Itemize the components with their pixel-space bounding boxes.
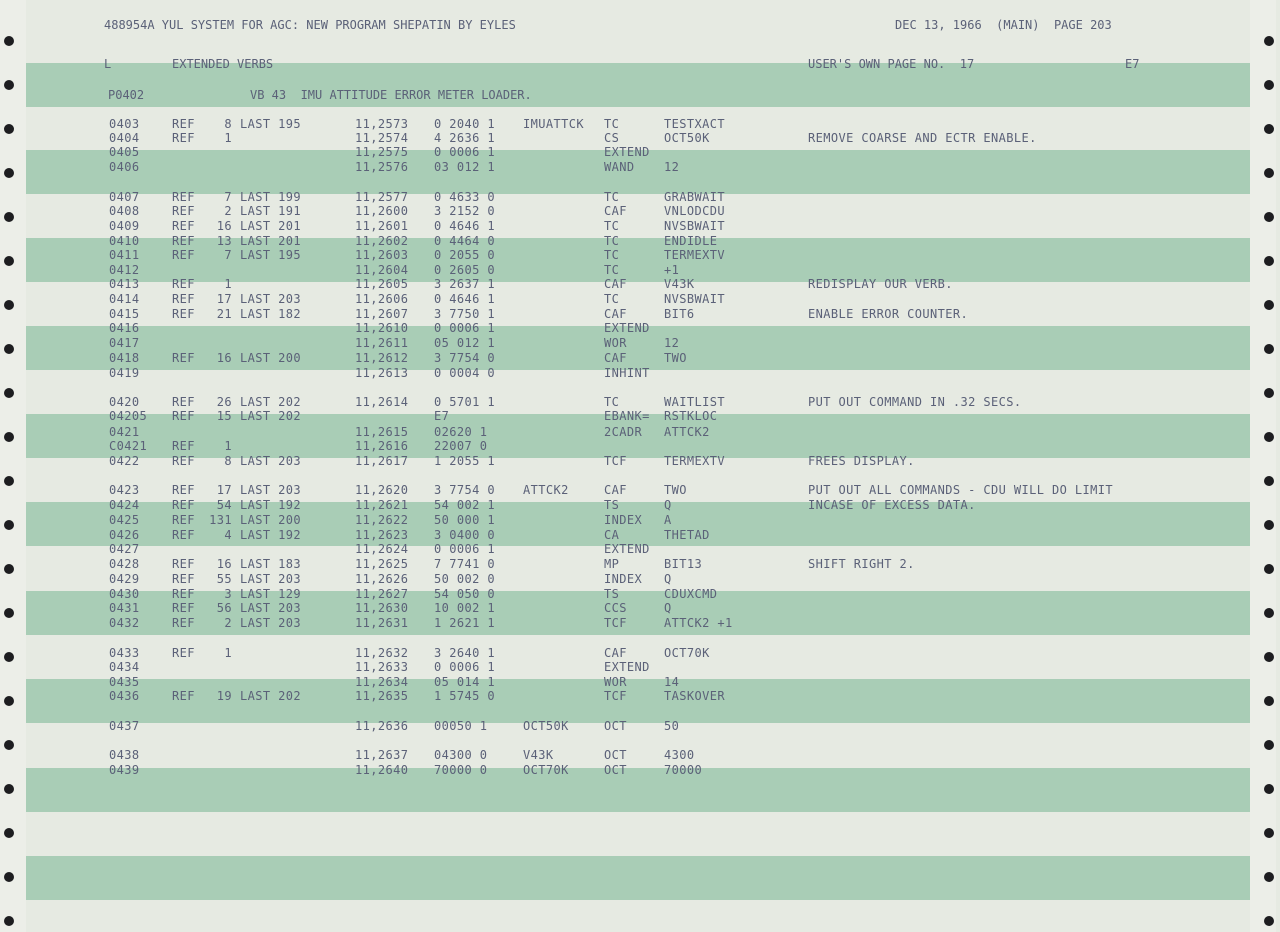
row-operand: Q bbox=[664, 572, 672, 586]
row-ref: REF bbox=[172, 117, 195, 131]
row-word: 50 000 1 bbox=[434, 513, 495, 527]
row-address: 11,2577 bbox=[355, 190, 409, 204]
row-ref: REF bbox=[172, 587, 195, 601]
row-word: 0 2040 1 bbox=[434, 117, 495, 131]
row-last: LAST 202 bbox=[240, 689, 301, 703]
row-ref-count: 2 bbox=[224, 616, 232, 630]
row-seq: 0426 bbox=[109, 528, 140, 542]
row-ref-count: 21 bbox=[216, 307, 232, 321]
log-section-marker: L bbox=[104, 57, 112, 71]
row-seq: 0416 bbox=[109, 321, 140, 335]
row-word: 02620 1 bbox=[434, 425, 488, 439]
row-address: 11,2611 bbox=[355, 336, 409, 350]
row-word: 1 2621 1 bbox=[434, 616, 495, 630]
row-seq: 0405 bbox=[109, 145, 140, 159]
row-ref-count: 16 bbox=[216, 351, 232, 365]
row-ref-count: 55 bbox=[216, 572, 232, 586]
row-ref-count: 2 bbox=[224, 204, 232, 218]
row-last: LAST 183 bbox=[240, 557, 301, 571]
row-address: 11,2573 bbox=[355, 117, 409, 131]
row-opcode: EBANK= bbox=[604, 409, 650, 423]
row-seq: 0422 bbox=[109, 454, 140, 468]
row-ref: REF bbox=[172, 190, 195, 204]
row-seq: 0429 bbox=[109, 572, 140, 586]
row-opcode: TC bbox=[604, 190, 620, 204]
row-address: 11,2610 bbox=[355, 321, 409, 335]
row-seq: 0417 bbox=[109, 336, 140, 350]
row-operand: RSTKLOC bbox=[664, 409, 718, 423]
row-last: LAST 203 bbox=[240, 601, 301, 615]
row-address: 11,2616 bbox=[355, 439, 409, 453]
row-last: LAST 191 bbox=[240, 204, 301, 218]
row-opcode: TS bbox=[604, 498, 620, 512]
row-opcode: EXTEND bbox=[604, 145, 650, 159]
row-comment: ENABLE ERROR COUNTER. bbox=[808, 307, 969, 321]
row-word: 0 4646 1 bbox=[434, 292, 495, 306]
row-address: 11,2576 bbox=[355, 160, 409, 174]
row-word: 3 2637 1 bbox=[434, 277, 495, 291]
row-opcode: CAF bbox=[604, 277, 627, 291]
row-ref-count: 15 bbox=[216, 409, 232, 423]
row-last: LAST 203 bbox=[240, 454, 301, 468]
row-ref: REF bbox=[172, 248, 195, 262]
row-ref-count: 1 bbox=[224, 131, 232, 145]
row-seq: 0410 bbox=[109, 234, 140, 248]
row-address: 11,2617 bbox=[355, 454, 409, 468]
row-operand: 12 bbox=[664, 336, 680, 350]
row-word: 0 0006 1 bbox=[434, 321, 495, 335]
row-word: 1 2055 1 bbox=[434, 454, 495, 468]
row-operand: +1 bbox=[664, 263, 680, 277]
row-ref: REF bbox=[172, 439, 195, 453]
row-comment: REDISPLAY OUR VERB. bbox=[808, 277, 953, 291]
row-ref: REF bbox=[172, 572, 195, 586]
row-ref: REF bbox=[172, 409, 195, 423]
row-opcode: CAF bbox=[604, 307, 627, 321]
row-ref: REF bbox=[172, 483, 195, 497]
row-seq: 0425 bbox=[109, 513, 140, 527]
row-word: 00050 1 bbox=[434, 719, 488, 733]
row-seq: 0406 bbox=[109, 160, 140, 174]
row-label: OCT70K bbox=[523, 763, 569, 777]
row-seq: 0415 bbox=[109, 307, 140, 321]
row-ref-count: 1 bbox=[224, 277, 232, 291]
row-operand: BIT13 bbox=[664, 557, 703, 571]
row-ref: REF bbox=[172, 498, 195, 512]
row-ref-count: 1 bbox=[224, 646, 232, 660]
row-operand: Q bbox=[664, 498, 672, 512]
row-comment: REMOVE COARSE AND ECTR ENABLE. bbox=[808, 131, 1037, 145]
row-opcode: 2CADR bbox=[604, 425, 643, 439]
row-word: 70000 0 bbox=[434, 763, 488, 777]
row-opcode: OCT bbox=[604, 763, 627, 777]
users-page-number: USER'S OWN PAGE NO. 17 bbox=[808, 57, 975, 71]
row-word: 0 4646 1 bbox=[434, 219, 495, 233]
listing-header-right: DEC 13, 1966 (MAIN) PAGE 203 bbox=[895, 18, 1112, 32]
row-ref-count: 16 bbox=[216, 219, 232, 233]
row-opcode: TC bbox=[604, 292, 620, 306]
row-opcode: TCF bbox=[604, 454, 627, 468]
row-seq: 0430 bbox=[109, 587, 140, 601]
row-ref: REF bbox=[172, 689, 195, 703]
ebank-tag: E7 bbox=[1125, 57, 1140, 71]
row-ref-count: 16 bbox=[216, 557, 232, 571]
row-ref: REF bbox=[172, 395, 195, 409]
row-operand: ENDIDLE bbox=[664, 234, 718, 248]
row-seq: 0420 bbox=[109, 395, 140, 409]
row-address: 11,2640 bbox=[355, 763, 409, 777]
row-seq: 0435 bbox=[109, 675, 140, 689]
row-ref-count: 7 bbox=[224, 248, 232, 262]
row-ref: REF bbox=[172, 601, 195, 615]
row-ref: REF bbox=[172, 277, 195, 291]
row-seq: 0411 bbox=[109, 248, 140, 262]
row-opcode: CAF bbox=[604, 646, 627, 660]
row-address: 11,2624 bbox=[355, 542, 409, 556]
row-address: 11,2637 bbox=[355, 748, 409, 762]
row-seq: 0407 bbox=[109, 190, 140, 204]
row-address: 11,2603 bbox=[355, 248, 409, 262]
row-opcode: CS bbox=[604, 131, 620, 145]
row-opcode: EXTEND bbox=[604, 660, 650, 674]
row-address: 11,2606 bbox=[355, 292, 409, 306]
row-ref-count: 17 bbox=[216, 292, 232, 306]
log-section-title: EXTENDED VERBS bbox=[172, 57, 274, 71]
row-address: 11,2613 bbox=[355, 366, 409, 380]
row-opcode: MP bbox=[604, 557, 620, 571]
row-address: 11,2620 bbox=[355, 483, 409, 497]
row-opcode: OCT bbox=[604, 719, 627, 733]
row-comment: PUT OUT ALL COMMANDS - CDU WILL DO LIMIT bbox=[808, 483, 1113, 497]
row-comment: INCASE OF EXCESS DATA. bbox=[808, 498, 976, 512]
row-operand: 12 bbox=[664, 160, 680, 174]
row-last: LAST 203 bbox=[240, 483, 301, 497]
row-comment: PUT OUT COMMAND IN .32 SECS. bbox=[808, 395, 1022, 409]
row-word: 1 5745 0 bbox=[434, 689, 495, 703]
row-ref-count: 13 bbox=[216, 234, 232, 248]
row-ref: REF bbox=[172, 292, 195, 306]
row-last: LAST 201 bbox=[240, 219, 301, 233]
row-opcode: TC bbox=[604, 219, 620, 233]
row-last: LAST 195 bbox=[240, 117, 301, 131]
row-ref: REF bbox=[172, 234, 195, 248]
row-seq: 0438 bbox=[109, 748, 140, 762]
row-last: LAST 201 bbox=[240, 234, 301, 248]
row-address: 11,2630 bbox=[355, 601, 409, 615]
row-seq: 0433 bbox=[109, 646, 140, 660]
row-word: 3 2152 0 bbox=[434, 204, 495, 218]
row-opcode: CAF bbox=[604, 351, 627, 365]
row-seq: 0434 bbox=[109, 660, 140, 674]
row-address: 11,2615 bbox=[355, 425, 409, 439]
row-seq: 0413 bbox=[109, 277, 140, 291]
row-label: OCT50K bbox=[523, 719, 569, 733]
row-word: 54 050 0 bbox=[434, 587, 495, 601]
row-seq: 0408 bbox=[109, 204, 140, 218]
row-last: LAST 199 bbox=[240, 190, 301, 204]
row-opcode: CAF bbox=[604, 204, 627, 218]
row-word: 3 7750 1 bbox=[434, 307, 495, 321]
row-seq: 0409 bbox=[109, 219, 140, 233]
row-seq: 0436 bbox=[109, 689, 140, 703]
row-word: 50 002 0 bbox=[434, 572, 495, 586]
row-operand: A bbox=[664, 513, 672, 527]
row-seq: 0419 bbox=[109, 366, 140, 380]
row-seq: 0418 bbox=[109, 351, 140, 365]
row-ref-count: 26 bbox=[216, 395, 232, 409]
row-ref-count: 3 bbox=[224, 587, 232, 601]
row-ref: REF bbox=[172, 219, 195, 233]
row-word: 3 2640 1 bbox=[434, 646, 495, 660]
row-opcode: TC bbox=[604, 234, 620, 248]
row-ref-count: 8 bbox=[224, 117, 232, 131]
row-word: 3 7754 0 bbox=[434, 351, 495, 365]
row-seq: 0439 bbox=[109, 763, 140, 777]
row-address: 11,2626 bbox=[355, 572, 409, 586]
row-word: 22007 0 bbox=[434, 439, 488, 453]
row-ref-count: 19 bbox=[216, 689, 232, 703]
row-seq: 0432 bbox=[109, 616, 140, 630]
row-last: LAST 202 bbox=[240, 395, 301, 409]
row-address: 11,2612 bbox=[355, 351, 409, 365]
row-word: 3 7754 0 bbox=[434, 483, 495, 497]
row-ref-count: 7 bbox=[224, 190, 232, 204]
row-comment: SHIFT RIGHT 2. bbox=[808, 557, 915, 571]
row-address: 11,2607 bbox=[355, 307, 409, 321]
row-operand: THETAD bbox=[664, 528, 710, 542]
row-address: 11,2604 bbox=[355, 263, 409, 277]
row-ref: REF bbox=[172, 131, 195, 145]
listing-header-left: 488954A YUL SYSTEM FOR AGC: NEW PROGRAM SHEPATIN BY EYLES bbox=[104, 18, 516, 32]
row-opcode: EXTEND bbox=[604, 321, 650, 335]
row-opcode: TCF bbox=[604, 689, 627, 703]
row-operand: CDUXCMD bbox=[664, 587, 718, 601]
row-last: LAST 200 bbox=[240, 513, 301, 527]
row-seq: 0428 bbox=[109, 557, 140, 571]
row-ref: REF bbox=[172, 557, 195, 571]
row-ref: REF bbox=[172, 351, 195, 365]
row-ref: REF bbox=[172, 204, 195, 218]
row-seq: 0403 bbox=[109, 117, 140, 131]
row-operand: WAITLIST bbox=[664, 395, 725, 409]
row-ref: REF bbox=[172, 307, 195, 321]
row-ref: REF bbox=[172, 513, 195, 527]
row-word: 0 2605 0 bbox=[434, 263, 495, 277]
row-seq: 0404 bbox=[109, 131, 140, 145]
row-last: LAST 202 bbox=[240, 409, 301, 423]
row-seq: 0414 bbox=[109, 292, 140, 306]
row-operand: TESTXACT bbox=[664, 117, 725, 131]
row-ref-count: 8 bbox=[224, 454, 232, 468]
row-word: 05 012 1 bbox=[434, 336, 495, 350]
row-address: 11,2575 bbox=[355, 145, 409, 159]
row-operand: VNLODCDU bbox=[664, 204, 725, 218]
row-operand: TERMEXTV bbox=[664, 248, 725, 262]
row-operand: Q bbox=[664, 601, 672, 615]
row-last: LAST 182 bbox=[240, 307, 301, 321]
row-operand: TWO bbox=[664, 483, 687, 497]
row-opcode: EXTEND bbox=[604, 542, 650, 556]
row-ref-count: 131 bbox=[209, 513, 232, 527]
row-ref: REF bbox=[172, 646, 195, 660]
row-address: 11,2601 bbox=[355, 219, 409, 233]
row-operand: 4300 bbox=[664, 748, 695, 762]
row-ref: REF bbox=[172, 454, 195, 468]
row-last: LAST 195 bbox=[240, 248, 301, 262]
row-word: 0 0004 0 bbox=[434, 366, 495, 380]
row-operand: ATTCK2 +1 bbox=[664, 616, 733, 630]
row-word: 0 5701 1 bbox=[434, 395, 495, 409]
row-ref: REF bbox=[172, 528, 195, 542]
row-address: 11,2631 bbox=[355, 616, 409, 630]
row-word: 0 4633 0 bbox=[434, 190, 495, 204]
row-ref-count: 1 bbox=[224, 439, 232, 453]
row-comment: FREES DISPLAY. bbox=[808, 454, 915, 468]
row-word: 0 4464 0 bbox=[434, 234, 495, 248]
row-seq: 0437 bbox=[109, 719, 140, 733]
row-address: 11,2621 bbox=[355, 498, 409, 512]
row-ref: REF bbox=[172, 616, 195, 630]
row-address: 11,2627 bbox=[355, 587, 409, 601]
row-address: 11,2632 bbox=[355, 646, 409, 660]
row-word: 54 002 1 bbox=[434, 498, 495, 512]
row-label: ATTCK2 bbox=[523, 483, 569, 497]
row-address: 11,2635 bbox=[355, 689, 409, 703]
row-operand: NVSBWAIT bbox=[664, 292, 725, 306]
row-opcode: TC bbox=[604, 263, 620, 277]
row-address: 11,2634 bbox=[355, 675, 409, 689]
row-operand: TERMEXTV bbox=[664, 454, 725, 468]
row-seq: 0427 bbox=[109, 542, 140, 556]
row-operand: 70000 bbox=[664, 763, 703, 777]
row-ref-count: 17 bbox=[216, 483, 232, 497]
row-address: 11,2614 bbox=[355, 395, 409, 409]
row-word: 4 2636 1 bbox=[434, 131, 495, 145]
row-address: 11,2574 bbox=[355, 131, 409, 145]
row-word: 0 2055 0 bbox=[434, 248, 495, 262]
row-seq: 0424 bbox=[109, 498, 140, 512]
row-operand: GRABWAIT bbox=[664, 190, 725, 204]
row-word: 04300 0 bbox=[434, 748, 488, 762]
row-address: 11,2602 bbox=[355, 234, 409, 248]
row-opcode: TC bbox=[604, 117, 620, 131]
row-word: 10 002 1 bbox=[434, 601, 495, 615]
row-address: 11,2622 bbox=[355, 513, 409, 527]
row-opcode: CCS bbox=[604, 601, 627, 615]
row-word: 0 0006 1 bbox=[434, 542, 495, 556]
row-word: 0 0006 1 bbox=[434, 660, 495, 674]
row-opcode: TCF bbox=[604, 616, 627, 630]
title-line-seq: P0402 bbox=[108, 88, 145, 102]
row-address: 11,2605 bbox=[355, 277, 409, 291]
row-last: LAST 129 bbox=[240, 587, 301, 601]
row-opcode: CAF bbox=[604, 483, 627, 497]
row-last: LAST 192 bbox=[240, 498, 301, 512]
row-opcode: CA bbox=[604, 528, 620, 542]
row-word: E7 bbox=[434, 409, 450, 423]
row-word: 7 7741 0 bbox=[434, 557, 495, 571]
title-line-text: VB 43 IMU ATTITUDE ERROR METER LOADER. bbox=[250, 88, 532, 102]
row-seq: C0421 bbox=[109, 439, 148, 453]
row-last: LAST 203 bbox=[240, 572, 301, 586]
row-ref-count: 56 bbox=[216, 601, 232, 615]
row-operand: BIT6 bbox=[664, 307, 695, 321]
row-operand: V43K bbox=[664, 277, 695, 291]
row-opcode: INDEX bbox=[604, 513, 643, 527]
row-address: 11,2636 bbox=[355, 719, 409, 733]
row-seq: 04205 bbox=[109, 409, 148, 423]
row-address: 11,2633 bbox=[355, 660, 409, 674]
row-opcode: TC bbox=[604, 248, 620, 262]
row-operand: OCT50K bbox=[664, 131, 710, 145]
row-word: 0 0006 1 bbox=[434, 145, 495, 159]
row-opcode: INHINT bbox=[604, 366, 650, 380]
row-address: 11,2625 bbox=[355, 557, 409, 571]
row-opcode: TC bbox=[604, 395, 620, 409]
row-word: 3 0400 0 bbox=[434, 528, 495, 542]
row-last: LAST 203 bbox=[240, 292, 301, 306]
row-seq: 0412 bbox=[109, 263, 140, 277]
row-opcode: WOR bbox=[604, 675, 627, 689]
row-address: 11,2600 bbox=[355, 204, 409, 218]
row-label: V43K bbox=[523, 748, 554, 762]
row-operand: TWO bbox=[664, 351, 687, 365]
row-operand: TASKOVER bbox=[664, 689, 725, 703]
row-label: IMUATTCK bbox=[523, 117, 584, 131]
row-word: 03 012 1 bbox=[434, 160, 495, 174]
row-operand: ATTCK2 bbox=[664, 425, 710, 439]
row-opcode: INDEX bbox=[604, 572, 643, 586]
row-ref-count: 54 bbox=[216, 498, 232, 512]
row-opcode: OCT bbox=[604, 748, 627, 762]
row-last: LAST 203 bbox=[240, 616, 301, 630]
row-seq: 0431 bbox=[109, 601, 140, 615]
row-operand: OCT70K bbox=[664, 646, 710, 660]
row-last: LAST 200 bbox=[240, 351, 301, 365]
row-word: 05 014 1 bbox=[434, 675, 495, 689]
row-operand: 14 bbox=[664, 675, 680, 689]
row-opcode: WOR bbox=[604, 336, 627, 350]
row-last: LAST 192 bbox=[240, 528, 301, 542]
row-ref-count: 4 bbox=[224, 528, 232, 542]
row-seq: 0421 bbox=[109, 425, 140, 439]
row-opcode: WAND bbox=[604, 160, 635, 174]
row-address: 11,2623 bbox=[355, 528, 409, 542]
row-seq: 0423 bbox=[109, 483, 140, 497]
row-opcode: TS bbox=[604, 587, 620, 601]
row-operand: NVSBWAIT bbox=[664, 219, 725, 233]
row-operand: 50 bbox=[664, 719, 680, 733]
